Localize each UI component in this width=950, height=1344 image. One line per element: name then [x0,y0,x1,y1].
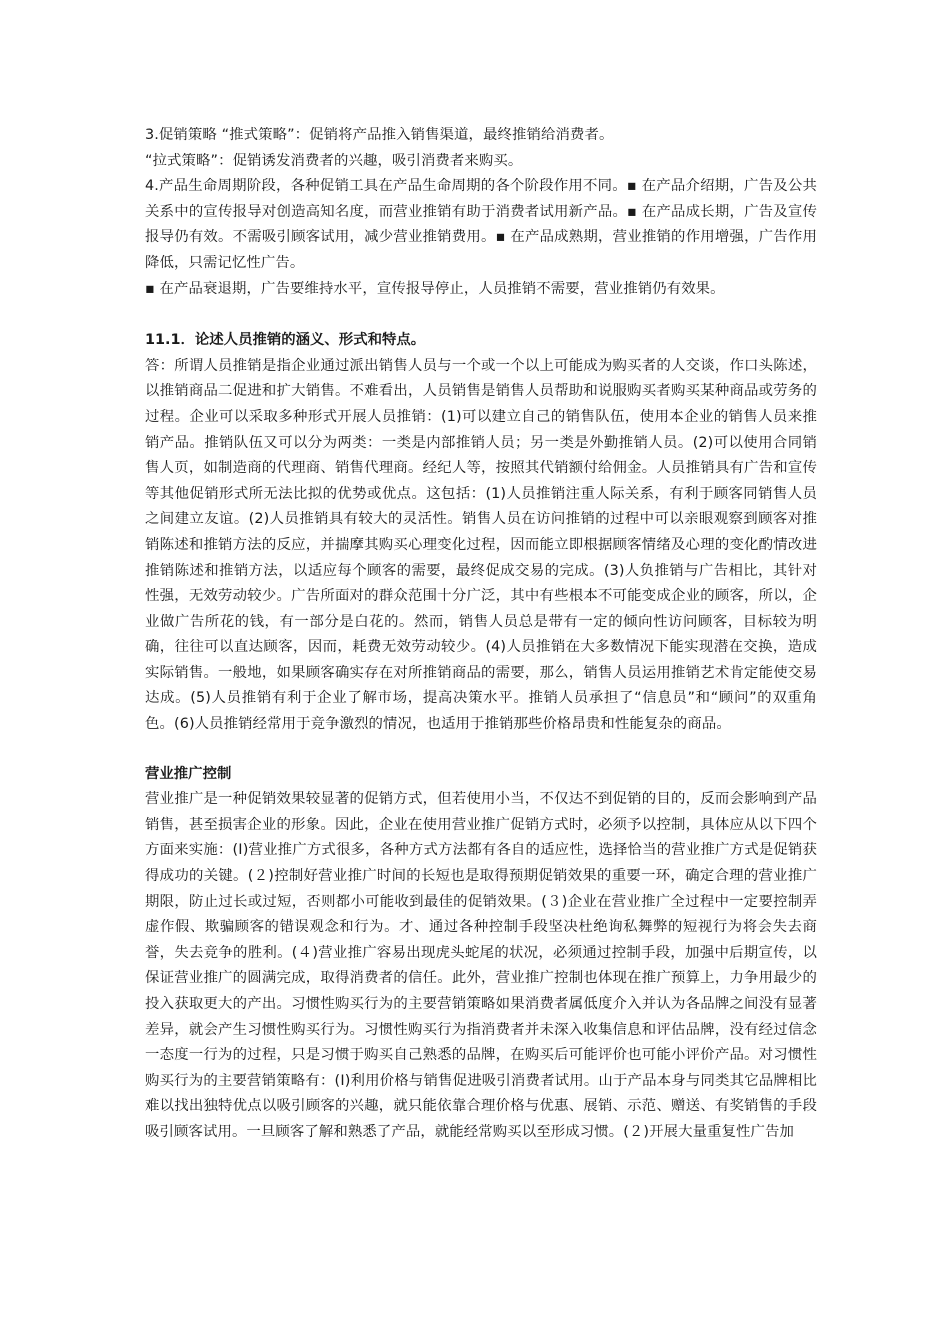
sales-promotion-control-heading: 营业推广控制 [145,765,232,782]
pull-strategy-paragraph: “拉式策略”：促销诱发消费者的兴趣，吸引消费者来购买。 [145,152,523,169]
promotion-strategy-paragraph: 3.促销策略 “推式策略”：促销将产品推入销售渠道，最终推销给消费者。 [145,127,614,143]
personal-selling-heading: 11.1．论述人员推销的涵义、形式和特点。 [145,332,426,349]
product-lifecycle-paragraph: 4.产品生命周期阶段，各种促销工具在产品生命周期的各个阶段作用不同。▪ 在产品介绍期，广告及公共关系中的宣传报导对创造高知名度，而营业推销有助于消费者试用新产品。▪ 在产品成长期，广告及宣传报导仍有效。不需吸引顾客试用，减少营业推销费用。▪ 在产品成熟期，营业推销的作用增强，广告作用降低，只需记忆性广告。 [145,178,817,271]
section-spacer [145,302,817,328]
document-page [145,123,817,1146]
decline-stage-paragraph: ▪ 在产品衰退期，广告要维持水平，宣传报导停止，人员推销不需要，营业推销仍有效果。 [145,280,725,297]
sales-promotion-control-body: 营业推广是一种促销效果较显著的促销方式，但若使用小当，不仅达不到促销的目的，反而会影响到产品销售，甚至损害企业的形象。因此，企业在使用营业推广促销方式时，必须予以控制，具体应从以下四个方面来实施：(Ⅰ)营业推广方式很多，各种方式方法都有各自的适应性，选择恰当的营业推广方式是促销获得成功的关键。(２)控制好营业推广时间的长短也是取得预期促销效果的重要一环，确定合理的营业推广期限，防止过长或过短，否则都小可能收到最佳的促销效果。(３)企业在营业推广全过程中一定要控制弄虚作假、欺骗顾客的错误观念和行为。才、通过各种控制手段坚决杜绝询私舞弊的短视行为将会失去商誉，失去竞争的胜利。(４)营业推广容易出现虎头蛇尾的状况，必须通过控制手段，加强中后期宣传，以保证营业推广的圆满完成，取得消费者的信任。此外，营业推广控制也体现在推广预算上，力争用最少的投入获取更大的产出。习惯性购买行为的主要营销策略如果消费者属低度介入并认为各品牌之间没有显著差异，就会产生习惯性购买行为。习惯性购买行为指消费者并未深入收集信息和评估品牌，没有经过信念一态度一行为的过程，只是习惯于购买自己熟悉的品牌，在购买后可能评价也可能小评价产品。对习惯性购买行为的主要营销策略有：(Ⅰ)利用价格与销售促进吸引消费者试用。山于产品本身与同类其它品牌相比难以找出独特优点以吸引顾客的兴趣，就只能依靠合理价格与优惠、展销、示范、赠送、有奖销售的手段吸引顾客试用。一旦顾客了解和熟悉了产品，就能经常购买以至形成习惯。(２)开展大量重复性广告加 [145,791,817,1140]
personal-selling-body: 答：所谓人员推销是指企业通过派出销售人员与一个或一个以上可能成为购买者的人交谈，作口头陈述，以推销商品二促进和扩大销售。不难看出，人员销售是销售人员帮助和说服购买者购买某种商品或劳务的过程。企业可以采取多种形式开展人员推销：(1)可以建立自己的销售队伍，使用本企业的销售人员来推销产品。推销队伍又可以分为两类：一类是内部推销人员；另一类是外勤推销人员。(2)可以使用合同销售人页，如制造商的代理商、销售代理商。经纪人等，按照其代销额付给佣金。人员推销具有广告和宣传等其他促销形式所无法比拟的优势或优点。这包括：(1)人员推销注重人际关系，有利于顾客同销售人员之间建立友谊。(2)人员推销具有较大的灵活性。销售人员在访问推销的过程中可以亲眼观察到顾客对推销陈述和推销方法的反应，并揣摩其购买心理变化过程，因而能立即根据顾客情绪及心理的变化酌情改进推销陈述和推销方法，以适应每个顾客的需要，最终促成交易的完成。(3)人负推销与广告相比，其针对性强，无效劳动较少。广告所面对的群众范围十分广泛，其中有些根本不可能变成企业的顾客，所以，企业做广告所花的钱，有一部分是白花的。然而，销售人员总是带有一定的倾向性访问顾客，目标较为明确，往往可以直达顾客，因而，耗费无效劳动较少。(4)人员推销在大多数情况下能实现潜在交换，造成实际销售。一般地，如果顾客确实存在对所推销商品的需要，那么，销售人员运用推销艺术肯定能使交易达成。(5)人员推销有利于企业了解市场，提高决策水平。推销人员承担了“信息员”和“顾问”的双重角色。(6)人员推销经常用于竞争激烈的情况，也适用于推销那些价格昂贵和性能复杂的商品。 [145,357,817,733]
section-spacer [145,738,817,762]
